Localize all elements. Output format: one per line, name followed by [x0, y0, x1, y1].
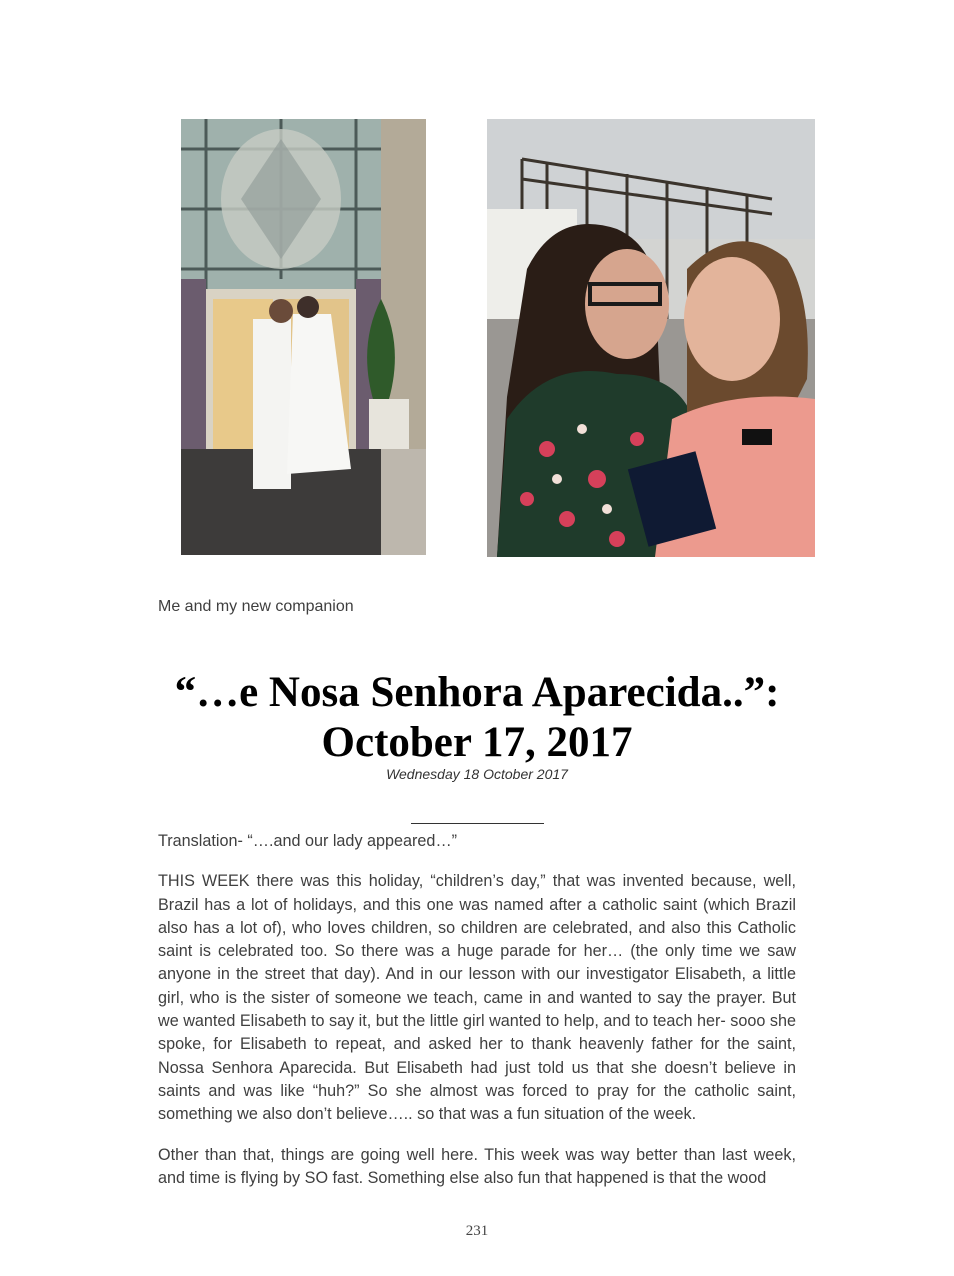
- photo-caption: Me and my new companion: [158, 598, 354, 615]
- page-number: 231: [465, 1223, 489, 1239]
- entry-title-line1: “…e Nosa Senhora Aparecida..”:: [174, 669, 780, 716]
- translation-line: Translation- “….and our lady appeared…”: [158, 832, 458, 850]
- divider: [411, 823, 544, 824]
- entry-title: [120, 668, 834, 768]
- entry-body: [158, 830, 796, 1207]
- temple-couple-photo: [181, 119, 426, 555]
- entry-title-line2: October 17, 2017: [321, 719, 633, 766]
- entry-date: Wednesday 18 October 2017: [386, 766, 568, 782]
- body-paragraph: THIS WEEK there was this holiday, “children’s day,” that was invented because, well, Brazil has a lot of holidays, and this one was named after a catholic saint (which Brazil also has a lot of), who loves children, so children are celebrated, and also this Catholic saint is celebrated too. So there was a huge parade for her… (the only time we saw anyone in the street that day). And in our lesson with our investigator Elisabeth, a little girl, who is the sister of someone we teach, came in and wanted to say the prayer. But we wanted Elisabeth to say it, but the little girl wanted to help, and to teach her- sooo she spoke, for Elisabeth to repeat, and asked her to thank heavenly father for the saint, Nossa Senhora Aparecida. But Elisabeth had just told us that she doesn’t believe in saints and was like “huh?” So she almost was forced to pray for the catholic saint, something we also don’t believe….. so that was a fun situation of the week.: [158, 872, 796, 1124]
- companions-selfie-photo: [487, 119, 815, 557]
- body-paragraph: Other than that, things are going well here. This week was way better than last week, and time is flying by SO fast. Something else also fun that happened is that the wood: [158, 1145, 796, 1187]
